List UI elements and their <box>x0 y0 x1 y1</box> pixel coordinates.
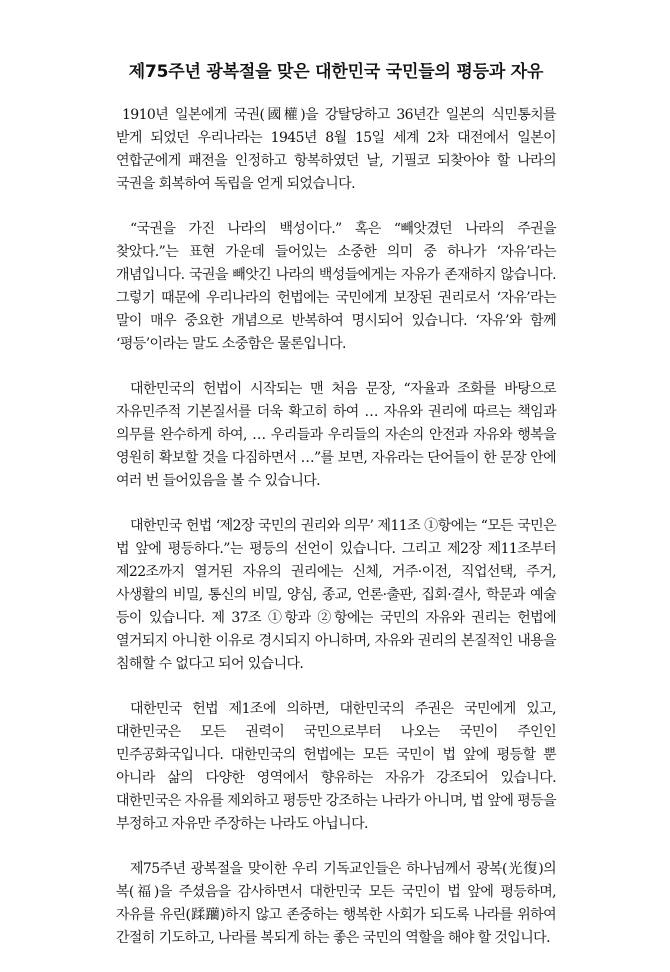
document-page <box>116 60 556 972</box>
paragraph-rights-and-duties: 대한민국 헌법 ‘제2장 국민의 권리와 의무’ 제11조 ①항에는 “모든 국민은 법 앞에 평등하다.”는 평등의 선언이 있습니다. 그리고 제2장 제11조부터 제22조까지 열거된 자유의 권리에는 신체, 거주·이전, 직업선택, 주거, 사생활의 비밀, 통신의 비밀, 양심, 종교, 언론·출판, 집회·결사, 학문과 예술 등이 있습니다. 제 37조 ①항과 ②항에는 국민의 자유와 권리는 헌법에 열거되지 아니한 이유로 경시되지 아니하며, 자유와 권리의 본질적인 내용을 침해할 수 없다고 되어 있습니다. <box>116 518 556 672</box>
paragraph-freedom-concept: “국권을 가진 나라의 백성이다.” 혹은 “빼앗겼던 나라의 주권을 찾았다.”는 표현 가운데 들어있는 소중한 의미 중 하나가 ‘자유’라는 개념입니다. 국권을 빼앗긴 나라의 백성들에게는 자유가 존재하지 않습니다. 그렇기 때문에 우리나라의 헌법에는 국민에게 보장된 권리로서 ‘자유’라는 말이 매우 중요한 개념으로 반복하여 명시되어 있습니다. ‘자유’와 함께 ‘평등’이라는 말도 소중함은 물론입니다. <box>116 221 556 352</box>
paragraph-conclusion: 제75주년 광복절을 맞이한 우리 기독교인들은 하나님께서 광복(光復)의 복(福)을 주셨음을 감사하면서 대한민국 모든 국민이 법 앞에 평등하며, 자유를 유린(蹂躪)하지 않고 존중하는 행복한 사회가 되도록 나라를 위하여 간절히 기도하고, 나라를 복되게 하는 좋은 국민의 역할을 해야 할 것입니다. <box>116 861 556 946</box>
paragraph-constitution-preamble: 대한민국의 헌법이 시작되는 맨 처음 문장, “자율과 조화를 바탕으로 자유민주적 기본질서를 더욱 확고히 하여 … 자유와 권리에 따르는 책임과 의무를 완수하게 하여, … 우리들과 우리들의 자손의 안전과 자유와 행복을 영원히 확보할 것을 다짐하면서 …”를 보면, 자유라는 단어들이 한 문장 안에 여러 번 들어있음을 볼 수 있습니다. <box>116 381 556 489</box>
paragraph-independence: 1910년 일본에게 국권(國權)을 강탈당하고 36년간 일본의 식민통치를 받게 되었던 우리나라는 1945년 8월 15일 세계 2차 대전에서 일본이 연합군에게 패전을 인정하고 항복하였던 날, 기필코 되찾아야 할 나라의 국권을 회복하여 독립을 얻게 되었습니다. <box>116 107 556 192</box>
page-title: 제75주년 광복절을 맞은 대한민국 국민들의 평등과 자유 <box>128 62 544 82</box>
paragraph-sovereignty: 대한민국 헌법 제1조에 의하면, 대한민국의 주권은 국민에게 있고, 대한민국은 모든 권력이 국민으로부터 나오는 국민이 주인인 민주공화국입니다. 대한민국의 헌법에는 모든 국민이 법 앞에 평등할 뿐 아니라 삶의 다양한 영역에서 향유하는 자유가 강조되어 있습니다. 대한민국은 자유를 제외하고 평등만 강조하는 나라가 아니며, 법 앞에 평등을 부정하고 자유만 주장하는 나라도 아닙니다. <box>116 701 556 832</box>
